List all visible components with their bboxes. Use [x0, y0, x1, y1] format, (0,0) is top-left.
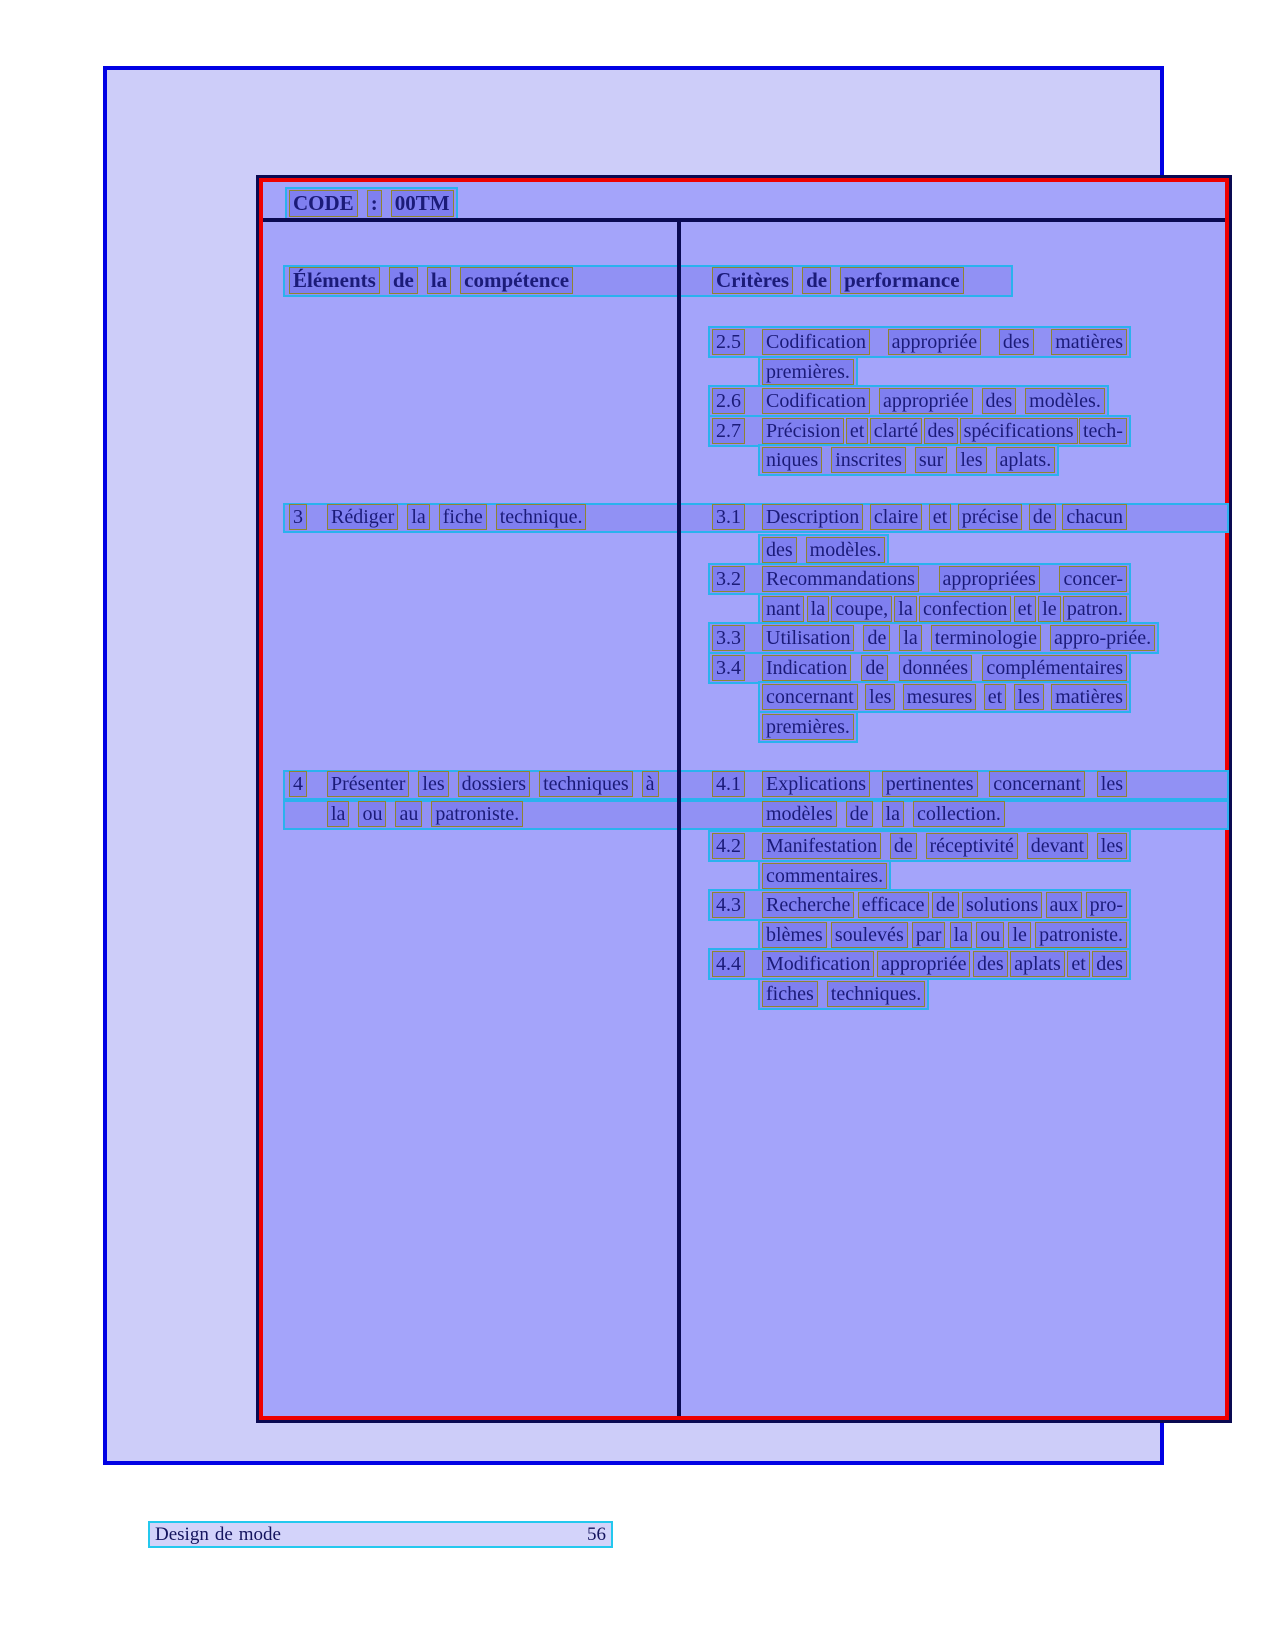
word: techniques — [539, 771, 633, 797]
word: des — [924, 418, 959, 444]
word: des — [999, 329, 1034, 355]
criterion-3-2-line-2 — [758, 593, 1131, 625]
word: Utilisation — [762, 625, 854, 651]
word: Précision — [762, 418, 844, 444]
word: pertinentes — [882, 771, 978, 797]
criterion-2-5-line-1 — [708, 326, 1131, 358]
word: et — [1014, 596, 1036, 622]
word: mode — [238, 1523, 281, 1545]
word: et — [846, 418, 868, 444]
word: de — [1029, 504, 1056, 530]
word: fiche — [439, 504, 487, 530]
word: les — [1097, 833, 1127, 859]
criterion-number: 3.2 — [712, 566, 745, 592]
footer-line — [148, 1521, 613, 1548]
word: par — [912, 922, 946, 948]
criterion-number: 2.6 — [712, 388, 745, 414]
word: niques — [762, 447, 822, 473]
word: soulevés — [831, 922, 908, 948]
word: la — [807, 596, 829, 622]
word: la — [882, 801, 904, 827]
word: tech- — [1079, 418, 1127, 444]
criterion-4-2-line-2 — [758, 860, 891, 892]
word: de — [214, 1523, 233, 1545]
word: la — [894, 596, 916, 622]
criterion-3-3-line-1 — [708, 622, 1159, 654]
word: le — [1038, 596, 1060, 622]
criterion-4-1-line-2 — [762, 801, 1005, 827]
word: matières — [1051, 329, 1127, 355]
criterion-number: 3.4 — [712, 655, 745, 681]
word: Indication — [762, 655, 851, 681]
word: efficace — [858, 892, 929, 918]
criterion-4-4-line-1 — [708, 948, 1131, 980]
word: la — [407, 504, 429, 530]
word: nant — [762, 596, 804, 622]
word: aplats. — [996, 447, 1056, 473]
word: solutions — [962, 892, 1042, 918]
competency-table — [259, 178, 1229, 1420]
code-line — [285, 187, 458, 220]
word: de — [863, 625, 890, 651]
word: patron. — [1063, 596, 1127, 622]
word: technique. — [496, 504, 587, 530]
word: aux — [1046, 892, 1083, 918]
word: premières. — [762, 714, 854, 740]
word: la — [327, 801, 349, 827]
word: de — [389, 267, 418, 294]
criterion-number: 2.5 — [712, 329, 745, 355]
word: Codification — [762, 388, 870, 414]
criterion-number: 4.2 — [712, 833, 745, 859]
word: la — [427, 267, 451, 294]
word: devant — [1027, 833, 1088, 859]
word: la — [950, 922, 972, 948]
word: au — [395, 801, 422, 827]
criterion-3-1-line-1 — [712, 504, 1127, 530]
criterion-3-4-line-1 — [708, 652, 1131, 684]
word: patroniste. — [1035, 922, 1127, 948]
footer-title — [155, 1524, 281, 1546]
criterion-3-4-line-3 — [758, 711, 858, 743]
word: pro- — [1086, 892, 1127, 918]
word: ou — [358, 801, 386, 827]
word: Design — [155, 1523, 209, 1545]
element-number: 4 — [289, 771, 307, 797]
word: à — [642, 771, 659, 797]
criterion-number: 3.1 — [712, 504, 745, 530]
word: concernant — [762, 684, 858, 710]
word: des — [982, 388, 1017, 414]
word: dossiers — [458, 771, 530, 797]
word: inscrites — [831, 447, 906, 473]
word: Rédiger — [327, 504, 398, 530]
word: spécifications — [960, 418, 1078, 444]
word: modèles — [762, 801, 837, 827]
word: techniques. — [827, 981, 926, 1007]
word: appropriée — [879, 388, 973, 414]
word: claire — [870, 504, 922, 530]
word: chacun — [1062, 504, 1127, 530]
word: patroniste. — [431, 801, 523, 827]
criterion-number: 4.3 — [712, 892, 745, 918]
criterion-2-7-line-1 — [708, 415, 1131, 447]
word: collection. — [913, 801, 1005, 827]
word: ou — [976, 922, 1004, 948]
word: Manifestation — [762, 833, 881, 859]
word: CODE — [289, 190, 358, 217]
left-column-header — [289, 267, 573, 294]
word: performance — [840, 267, 963, 294]
element-3-line-1 — [289, 504, 586, 530]
word: mesures — [903, 684, 977, 710]
word: Description — [762, 504, 863, 530]
word: coupe, — [831, 596, 892, 622]
header-underline — [263, 218, 1225, 222]
word: réceptivité — [926, 833, 1018, 859]
element-4-line-2 — [327, 801, 523, 827]
outer-frame — [103, 66, 1164, 1465]
word: Codification — [762, 329, 870, 355]
word: complémentaires — [982, 655, 1127, 681]
word: clarté — [870, 418, 922, 444]
word: : — [367, 190, 382, 217]
criterion-2-7-line-2 — [758, 444, 1059, 476]
word: modèles. — [1025, 388, 1105, 414]
criterion-2-5-line-2 — [758, 356, 858, 388]
word: et — [984, 684, 1006, 710]
element-4-line-1 — [289, 771, 659, 797]
criterion-2-6-line-1 — [708, 385, 1109, 417]
criterion-4-2-line-1 — [708, 830, 1131, 862]
word: Explications — [762, 771, 870, 797]
word: appropriée — [888, 329, 982, 355]
word: commentaires. — [762, 863, 887, 889]
word: les — [865, 684, 895, 710]
word: et — [929, 504, 951, 530]
word: précise — [958, 504, 1023, 530]
word: et — [1067, 951, 1089, 977]
word: concernant — [989, 771, 1085, 797]
word: appropriée — [877, 951, 971, 977]
word: les — [1097, 771, 1127, 797]
code-text — [289, 190, 454, 217]
criterion-number: 4.4 — [712, 951, 745, 977]
criterion-3-2-line-1 — [708, 563, 1131, 595]
word: des — [762, 537, 797, 563]
word: blèmes — [762, 922, 827, 948]
word: premières. — [762, 359, 854, 385]
criterion-number: 3.3 — [712, 625, 745, 651]
right-column-header — [712, 267, 964, 294]
word: Critères — [712, 267, 793, 294]
criterion-3-4-line-2 — [758, 681, 1131, 713]
word: données — [899, 655, 973, 681]
word: Modification — [762, 951, 874, 977]
page-number: 56 — [587, 1523, 606, 1545]
word: sur — [915, 447, 947, 473]
word: terminologie — [931, 625, 1041, 651]
criterion-4-3-line-2 — [758, 919, 1131, 951]
word: les — [1014, 684, 1044, 710]
criterion-number: 4.1 — [712, 771, 745, 797]
word: appropriées — [939, 566, 1040, 592]
criterion-4-4-line-2 — [758, 978, 929, 1010]
word: les — [956, 447, 986, 473]
word: compétence — [460, 267, 573, 294]
word: des — [973, 951, 1008, 977]
word: matières — [1051, 684, 1127, 710]
word: Présenter — [327, 771, 409, 797]
word: de — [890, 833, 917, 859]
word: Recherche — [762, 892, 854, 918]
word: modèles. — [806, 537, 886, 563]
word: de — [861, 655, 888, 681]
word: le — [1008, 922, 1030, 948]
word: concer- — [1059, 566, 1127, 592]
word: de — [846, 801, 873, 827]
word: la — [899, 625, 921, 651]
criterion-4-1-line-1 — [712, 771, 1127, 797]
criterion-3-1-line-2 — [758, 534, 889, 566]
word: de — [802, 267, 831, 294]
column-divider — [677, 222, 681, 1416]
element-number: 3 — [289, 504, 307, 530]
word: Éléments — [289, 267, 380, 294]
word: fiches — [762, 981, 818, 1007]
word: de — [932, 892, 959, 918]
word: les — [418, 771, 448, 797]
word: 00TM — [391, 190, 454, 217]
word: des — [1092, 951, 1127, 977]
word: aplats — [1010, 951, 1065, 977]
word: Recommandations — [762, 566, 919, 592]
criterion-4-3-line-1 — [708, 889, 1131, 921]
criterion-number: 2.7 — [712, 418, 745, 444]
word: confection — [919, 596, 1011, 622]
word: appro-priée. — [1050, 625, 1155, 651]
